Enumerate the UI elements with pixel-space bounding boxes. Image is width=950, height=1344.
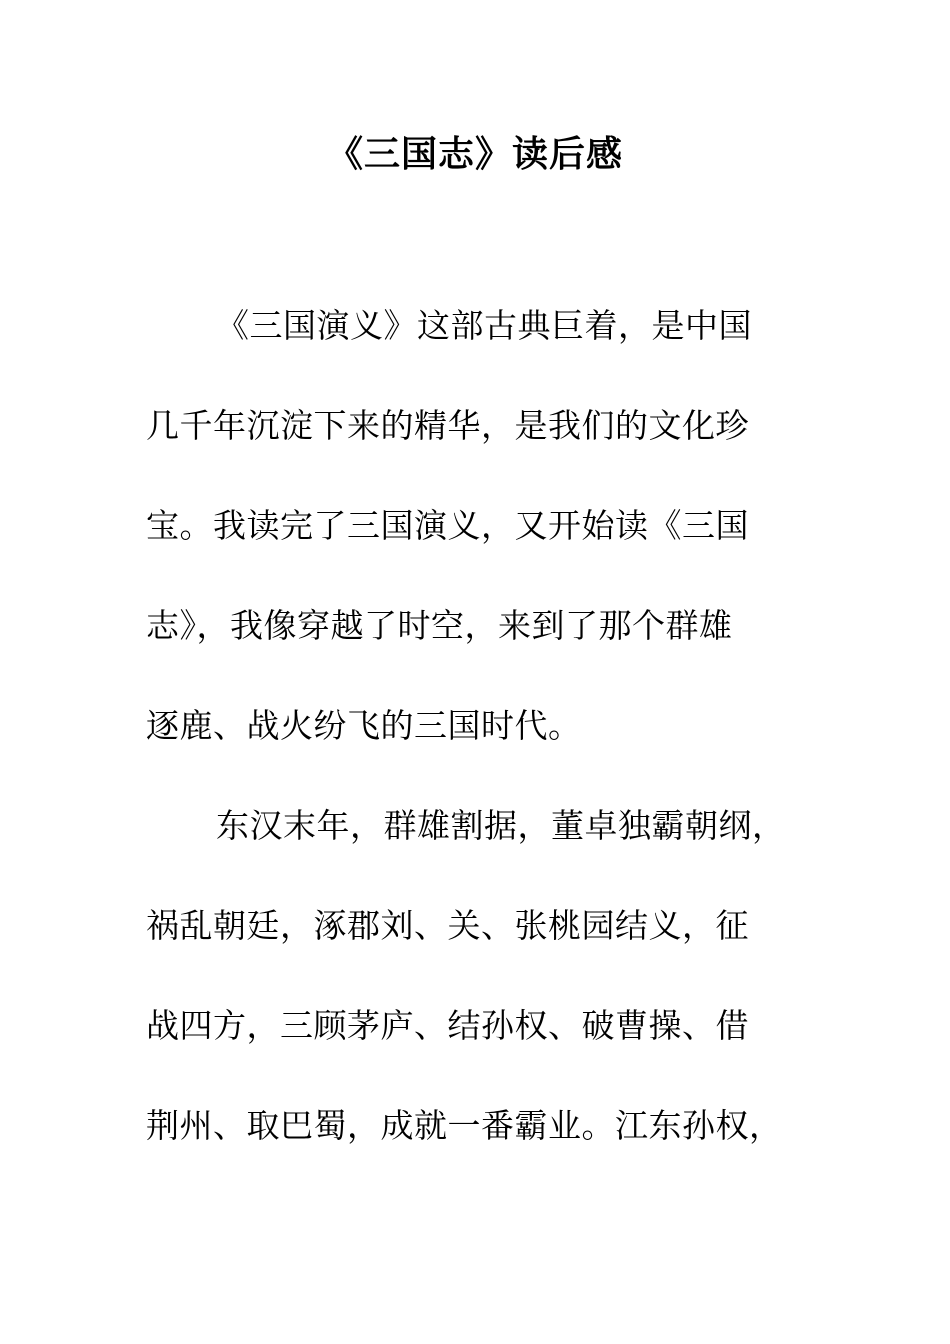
paragraph-line: 志》，我像穿越了时空，来到了那个群雄 [146, 606, 733, 645]
paragraph-line: 宝。我读完了三国演义，又开始读《三国 [146, 506, 749, 545]
document-body [146, 298, 786, 1198]
paragraph-line: 《三国演义》这部古典巨着，是中国 [216, 306, 752, 345]
paragraph-line: 几千年沉淀下来的精华，是我们的文化珍 [146, 406, 749, 445]
paragraph-line: 逐鹿、战火纷飞的三国时代。 [146, 706, 582, 745]
paragraph-line: 东汉末年，群雄割据，董卓独霸朝纲， [216, 806, 786, 845]
paragraph-line: 战四方，三顾茅庐、结孙权、破曹操、借 [146, 1006, 749, 1045]
paragraph-line: 荆州、取巴蜀，成就一番霸业。江东孙权， [146, 1106, 783, 1145]
paragraph-line: 祸乱朝廷，涿郡刘、关、张桃园结义，征 [146, 906, 749, 945]
document-title: 《三国志》读后感 [326, 133, 623, 175]
